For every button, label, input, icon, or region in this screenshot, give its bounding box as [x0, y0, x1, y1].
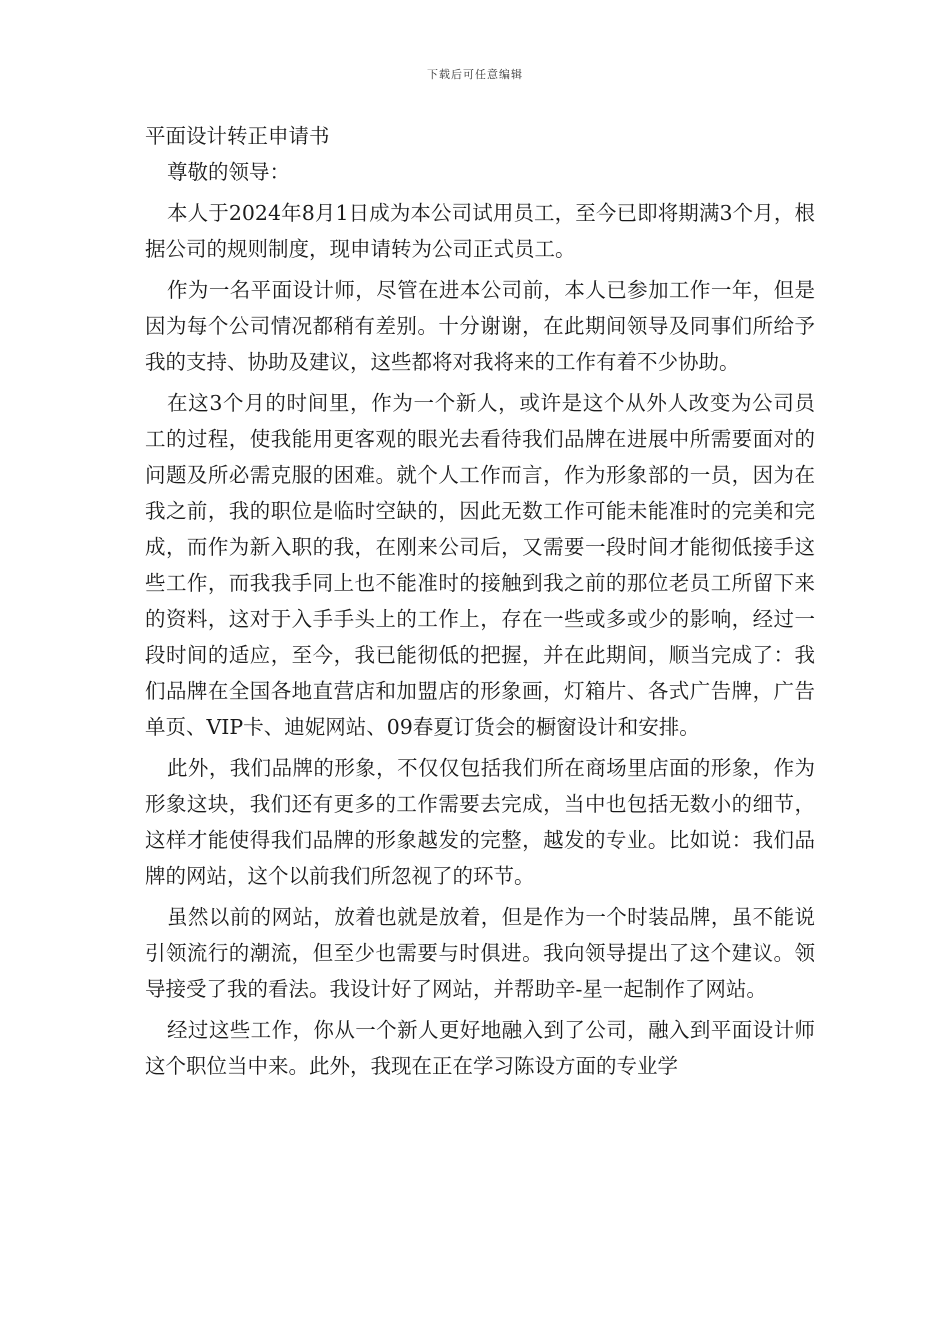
paragraph-2: 作为一名平面设计师，尽管在进本公司前，本人已参加工作一年，但是因为每个公司情况都稍有差别。十分谢谢，在此期间领导及同事们所给予我的支持、协助及建议，这些都将对我将来的工作有着不少协助。: [145, 278, 815, 374]
document-body: [145, 118, 815, 1089]
paragraph-3: 在这3个月的时间里，作为一个新人，或许是这个从外人改变为公司员工的过程，使我能用更客观的眼光去看待我们品牌在进展中所需要面对的问题及所必需克服的困难。就个人工作而言，作为形象部的一员，因为在我之前，我的职位是临时空缺的，因此无数工作可能未能准时的完美和完成，而作为新入职的我，在刚来公司后，又需要一段时间才能彻低接手这些工作，而我我手同上也不能准时的接触到我之前的那位老员工所留下来的资料，这对于入手手头上的工作上，存在一些或多或少的影响，经过一段时间的适应，至今，我已能彻低的把握，并在此期间，顺当完成了：我们品牌在全国各地直营店和加盟店的形象画，灯箱片、各式广告牌，广告单页、VIP卡、迪妮网站、09春夏订货会的橱窗设计和安排。: [145, 391, 815, 739]
salutation: 尊敬的领导：: [167, 160, 290, 184]
header-note: 下载后可任意编辑: [427, 68, 523, 81]
document-title: 平面设计转正申请书: [145, 124, 330, 148]
paragraph-5: 虽然以前的网站，放着也就是放着，但是作为一个时装品牌，虽不能说引领流行的潮流，但至少也需要与时俱进。我向领导提出了这个建议。领导接受了我的看法。我设计好了网站，并帮助辛-星一起制作了网站。: [145, 905, 815, 1001]
paragraph-6: 经过这些工作，你从一个新人更好地融入到了公司，融入到平面设计师这个职位当中来。此外，我现在正在学习陈设方面的专业学: [145, 1018, 815, 1078]
paragraph-4: 此外，我们品牌的形象，不仅仅包括我们所在商场里店面的形象，作为形象这块，我们还有更多的工作需要去完成，当中也包括无数小的细节，这样才能使得我们品牌的形象越发的完整，越发的专业。比如说：我们品牌的网站，这个以前我们所忽视了的环节。: [145, 756, 815, 888]
paragraph-1: 本人于2024年8月1日成为本公司试用员工，至今已即将期满3个月，根据公司的规则制度，现申请转为公司正式员工。: [145, 201, 815, 261]
